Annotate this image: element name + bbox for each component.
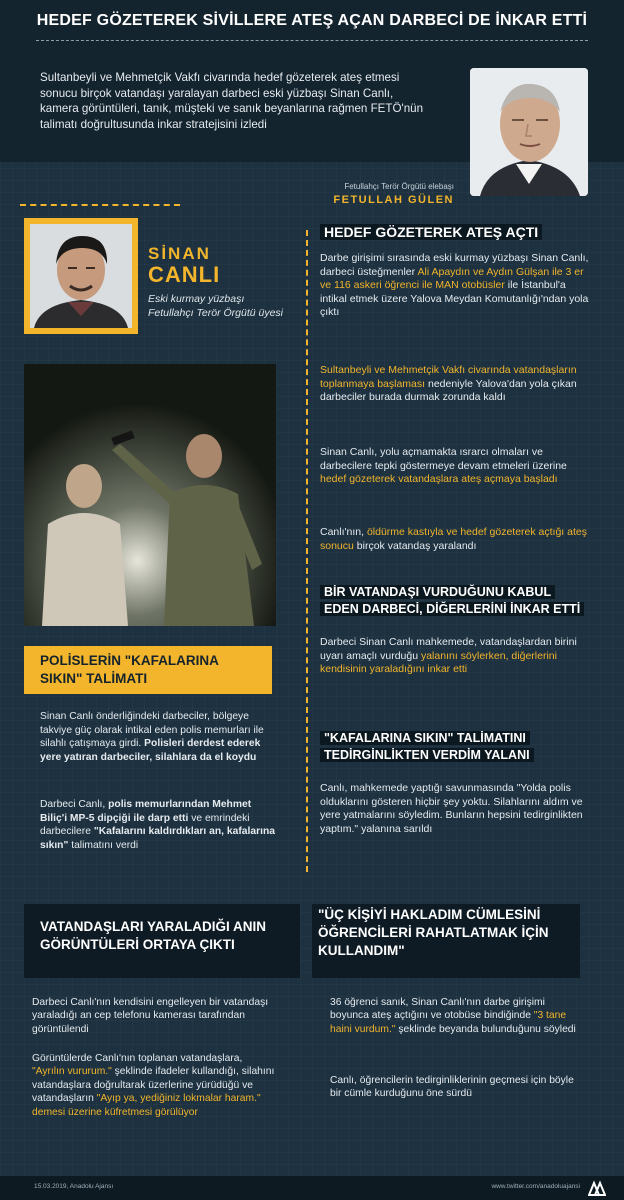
footer: [0, 1176, 624, 1200]
footer-twitter-link[interactable]: www.twitter.com/anadoluajansi: [491, 1183, 580, 1190]
leader-caption: Fetullahçı Terör Örgütü elebaşı: [344, 182, 454, 191]
polis-paragraph-2: Darbeci Canlı, polis memurlarından Mehmet Biliç'i MP-5 dipçiği ile darp etti ve emrindeki darbecilere "Kafalarını kaldırdıkları an, kafalarına sıkın" talimatını verdi: [40, 799, 275, 851]
bottom-right-paragraph-1: 36 öğrenci sanık, Sinan Canlı'nın darbe girişimi boyunca ateş açtığını ve otobüse bindiğinde "3 tane haini vurdum." şeklinde beyanda bulunduğunu söyledi: [330, 997, 576, 1035]
incident-photo-illustration: [24, 364, 276, 626]
bottom-right-paragraph-2: Canlı, öğrencilerin tedirginliklerinin geçmesi için böyle bir cümle kurduğunu öne sürdü: [330, 1075, 574, 1100]
section1-paragraph-2: Sultanbeyli ve Mehmetçik Vakfı civarında vatandaşların toplanmaya başlaması nedeniyle Yalova'dan yola çıkan darbeciler burada durmak zorunda kaldı: [320, 364, 577, 404]
polis-section-header: [24, 646, 272, 694]
title-divider: [36, 40, 588, 41]
bottom-right-title: "ÜÇ KİŞİYİ HAKLADIM CÜMLESİNİ ÖĞRENCİLERİ RAHATLATMAK İÇİN KULLANDIM": [318, 907, 549, 958]
polis-section-title: POLİSLERİN "KAFALARINA SIKIN" TALİMATI: [40, 653, 219, 686]
section3-title: "KAFALARINA SIKIN" TALİMATINI TEDİRGİNLİKTEN VERDİM YALANI: [320, 730, 534, 764]
leader-name: FETULLAH GÜLEN: [333, 194, 454, 206]
sinan-portrait-frame: [24, 218, 138, 334]
footer-source: 15.03.2019, Anadolu Ajansı: [34, 1183, 114, 1190]
intro-text: Sultanbeyli ve Mehmetçik Vakfı civarında hedef gözeterek ateş etmesi sonucu birçok vatandaşı yaralayan darbeci eski yüzbaşı Sinan Canlı, kamera görüntüleri, tanık, müşteki ve sanık beyanlarına rağmen FETÖ'nün talimatı doğrultusunda inkar stratejisini izledi: [40, 71, 424, 131]
profile-description: Eski kurmay yüzbaşı Fetullahçı Terör Örgütü üyesi: [148, 293, 284, 319]
section1-paragraph-1: Darbe girişimi sırasında eski kurmay yüzbaşı Sinan Canlı, darbeci üsteğmenler Ali Apaydın ve Aydın Gülşan ile 3 er ve 116 askeri öğrenci ile MAN otobüsler ile İstanbul'a intikal etmek üzere Yalova Meydan Komutanlığı'ndan yola çıktı: [320, 252, 589, 319]
section2-title: BİR VATANDAŞI VURDUĞUNU KABUL EDEN DARBECİ, DİĞERLERİNİ İNKAR ETTİ: [320, 584, 584, 618]
section1-paragraph-3: Sinan Canlı, yolu açmamakta ısrarcı olmaları ve darbecilere tepki göstermeye devam etmeleri üzerine hedef gözeterek vatandaşlara ateş açmaya başladı: [320, 446, 567, 486]
profile-last-name: CANLI: [148, 262, 221, 287]
section2-paragraph-1: Darbeci Sinan Canlı mahkemede, vatandaşlardan birini uyarı amaçlı vurduğu yalanını söylerken, diğerlerini kendisinin yaraladığını inkar etti: [320, 636, 577, 676]
right-column-rule: [306, 230, 308, 872]
profile-first-name: SİNAN: [148, 244, 211, 263]
leader-portrait-illustration: [470, 68, 588, 196]
sinan-portrait: [30, 224, 132, 328]
sinan-portrait-illustration: [30, 224, 132, 328]
bottom-left-paragraph-1: Darbeci Canlı'nın kendisini engelleyen bir vatandaşı yaraladığı an cep telefonu kamerası tarafından görüntülendi: [32, 997, 269, 1035]
polis-paragraph-1: Sinan Canlı önderliğindeki darbeciler, bölgeye takviye güç olarak intikal eden polis memurları ile silahlı çatışmaya girdi. Polisleri derdest ederek yere yatıran darbeciler, silahlara da el koydu: [40, 711, 264, 763]
bottom-left-paragraph-2: Görüntülerde Canlı'nın toplanan vatandaşlara, "Ayrılın vururum." şeklinde ifadeler kullandığı, silahını vatandaşlara doğrultarak üzerlerine yürüdüğü ve vatandaşların "Ayıp ya, yediğiniz lokmalar haram." demesi üzerine küfretmesi görülüyor: [32, 1053, 275, 1118]
page-title: HEDEF GÖZETEREK SİVİLLERE ATEŞ AÇAN DARBECİ DE İNKAR ETTİ: [36, 12, 588, 29]
leader-portrait: [470, 68, 588, 196]
anadolu-logo-icon: [588, 1180, 606, 1196]
section1-paragraph-4: Canlı'nın, öldürme kastıyla ve hedef gözeterek açtığı ateş sonucu birçok vatandaş yaralandı: [320, 526, 587, 552]
section1-title: HEDEF GÖZETEREK ATEŞ AÇTI: [320, 224, 542, 241]
bottom-left-title: VATANDAŞLARI YARALADIĞI ANIN GÖRÜNTÜLERİ ORTAYA ÇIKTI: [40, 919, 267, 952]
dashed-divider: [20, 204, 180, 206]
section3-paragraph-1: Canlı, mahkemede yaptığı savunmasında "Yolda polis olduklarını gösteren hiçbir şey yoktu. Silahlarını aldım ve yere yatmalarını söyledim. Bunların hepsini tedirginlikten yaptım." yalanına sarıldı: [320, 782, 583, 835]
incident-photo: [24, 364, 276, 626]
